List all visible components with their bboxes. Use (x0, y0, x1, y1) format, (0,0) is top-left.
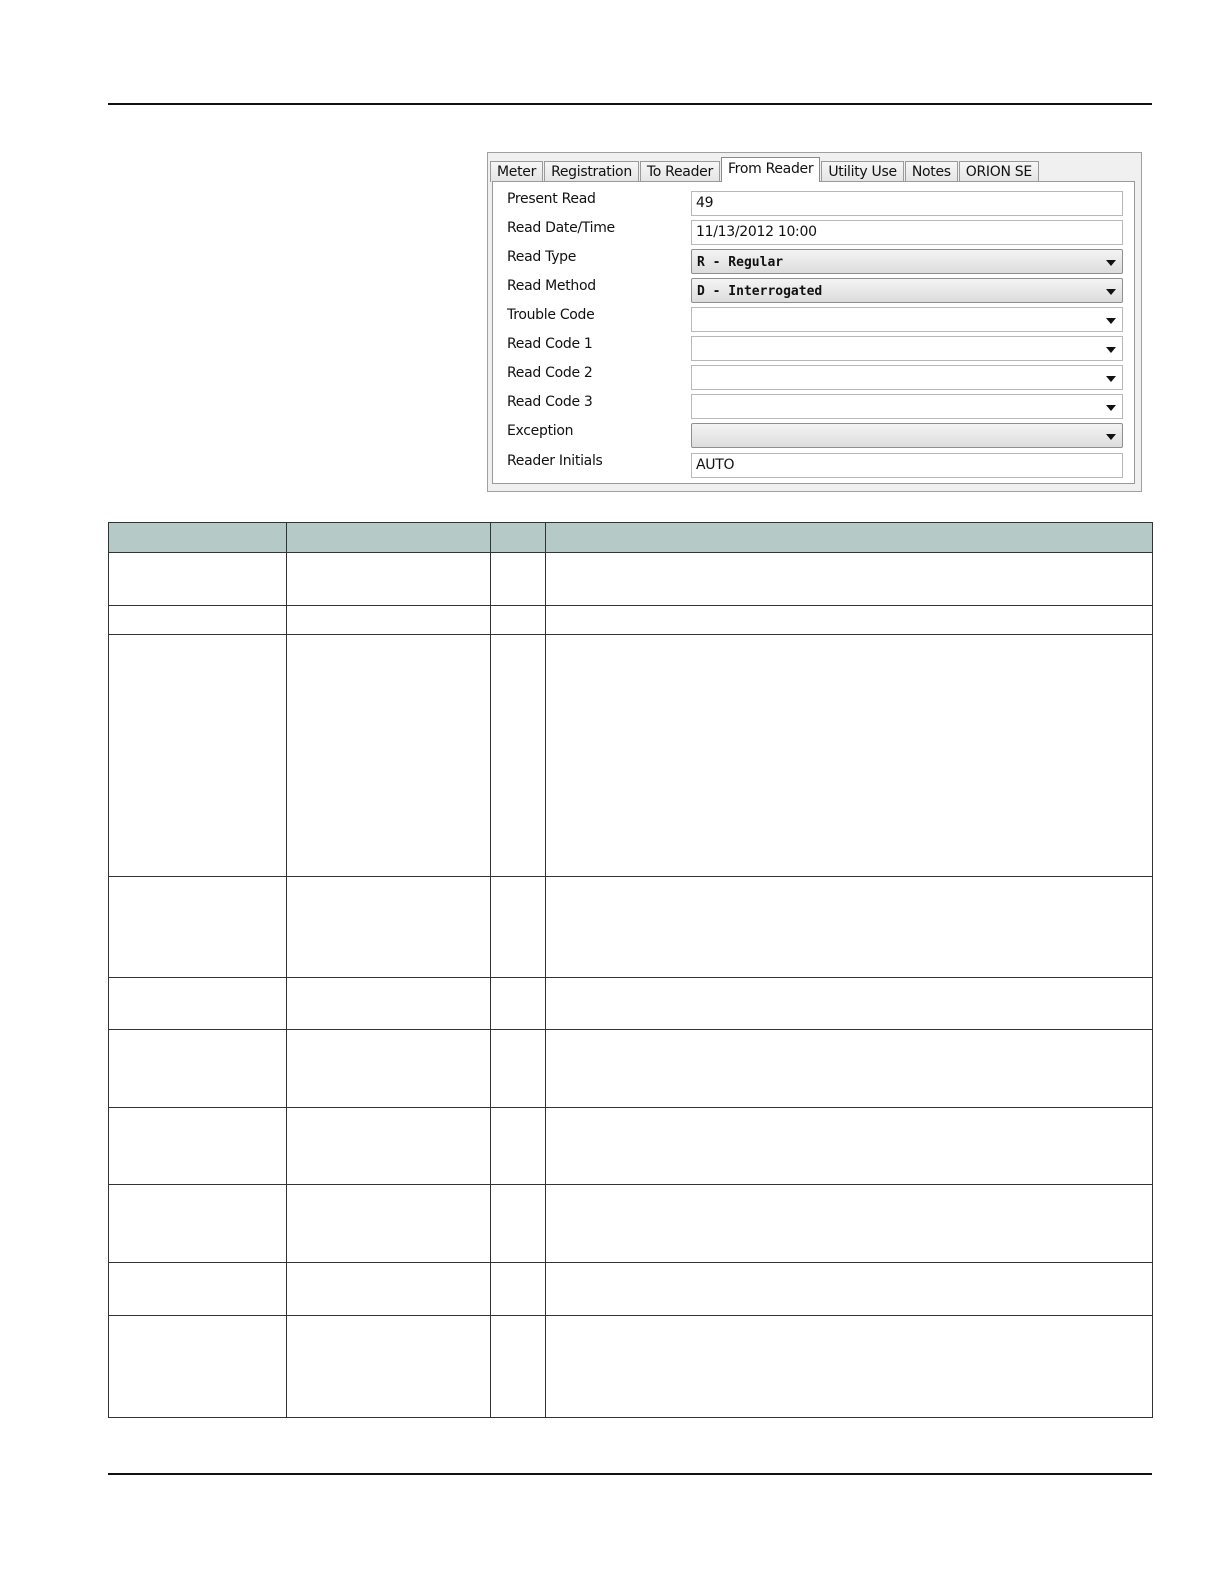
table-cell (109, 606, 287, 635)
tab-meter[interactable]: Meter (490, 161, 543, 182)
read-type-label: Read Type (507, 249, 577, 265)
table-cell (546, 1316, 1153, 1418)
table-cell (546, 606, 1153, 635)
reader-initials-input[interactable]: AUTO (691, 453, 1123, 478)
chevron-down-icon (1106, 260, 1116, 266)
table-cell (491, 1185, 546, 1263)
table-row (109, 1316, 1153, 1418)
tab-content (492, 181, 1135, 484)
chevron-down-icon (1106, 347, 1116, 353)
read-code-1-row (493, 335, 1134, 364)
exception-row (493, 422, 1134, 451)
read-code-2-label: Read Code 2 (507, 365, 593, 381)
read-code-3-label: Read Code 3 (507, 394, 593, 410)
table-cell (491, 1030, 546, 1108)
read-method-label: Read Method (507, 278, 596, 294)
tab-orion-se[interactable]: ORION SE (959, 161, 1039, 182)
read-code-3-select[interactable] (691, 394, 1123, 419)
chevron-down-icon (1106, 434, 1116, 440)
table-cell (546, 1185, 1153, 1263)
table-cell (491, 635, 546, 877)
chevron-down-icon (1106, 376, 1116, 382)
table-row (109, 635, 1153, 877)
table-header-cell (491, 523, 546, 553)
tab-strip (490, 158, 1040, 182)
read-code-2-row (493, 364, 1134, 393)
read-type-value: R - Regular (697, 255, 784, 270)
read-method-row (493, 277, 1134, 306)
field-description-table (108, 522, 1153, 1418)
table-cell (546, 978, 1153, 1030)
table-cell (109, 1316, 287, 1418)
present-read-label: Present Read (507, 191, 596, 207)
read-code-1-label: Read Code 1 (507, 336, 593, 352)
table-row (109, 1030, 1153, 1108)
table-cell (546, 1030, 1153, 1108)
table-cell (287, 635, 491, 877)
read-datetime-input[interactable]: 11/13/2012 10:00 (691, 220, 1123, 245)
tab-registration[interactable]: Registration (544, 161, 639, 182)
table-header-cell (546, 523, 1153, 553)
exception-select[interactable] (691, 423, 1123, 448)
table-cell (287, 1263, 491, 1316)
read-code-1-select[interactable] (691, 336, 1123, 361)
present-read-input[interactable]: 49 (691, 191, 1123, 216)
table-cell (491, 606, 546, 635)
table-cell (109, 635, 287, 877)
table-cell (109, 553, 287, 606)
table-cell (287, 1185, 491, 1263)
table-cell (287, 1030, 491, 1108)
read-method-select[interactable] (691, 278, 1123, 303)
from-reader-panel (487, 152, 1142, 492)
read-code-2-select[interactable] (691, 365, 1123, 390)
read-type-select[interactable] (691, 249, 1123, 274)
table-row (109, 606, 1153, 635)
trouble-code-select[interactable] (691, 307, 1123, 332)
footer-rule (108, 1473, 1152, 1475)
table-cell (491, 1108, 546, 1185)
tab-to-reader[interactable]: To Reader (640, 161, 720, 182)
table-cell (491, 877, 546, 978)
read-datetime-row (493, 219, 1134, 248)
table-cell (546, 877, 1153, 978)
table-cell (491, 1316, 546, 1418)
trouble-code-row (493, 306, 1134, 335)
table-row (109, 1263, 1153, 1316)
read-method-value: D - Interrogated (697, 284, 823, 299)
table-header-row (109, 523, 1153, 553)
chevron-down-icon (1106, 289, 1116, 295)
chevron-down-icon (1106, 318, 1116, 324)
table-row (109, 877, 1153, 978)
reader-initials-row (493, 452, 1134, 481)
table-cell (287, 877, 491, 978)
table-cell (109, 1030, 287, 1108)
table-cell (546, 635, 1153, 877)
trouble-code-label: Trouble Code (507, 307, 595, 323)
table-cell (109, 1108, 287, 1185)
read-code-3-row (493, 393, 1134, 422)
table-cell (491, 553, 546, 606)
table-cell (109, 877, 287, 978)
table-cell (109, 978, 287, 1030)
table-cell (287, 606, 491, 635)
tab-utility-use[interactable]: Utility Use (821, 161, 903, 182)
table-cell (491, 978, 546, 1030)
present-read-row (493, 190, 1134, 219)
read-type-row (493, 248, 1134, 277)
chevron-down-icon (1106, 405, 1116, 411)
tab-notes[interactable]: Notes (905, 161, 958, 182)
table-cell (546, 1263, 1153, 1316)
table-cell (546, 1108, 1153, 1185)
reader-initials-label: Reader Initials (507, 453, 603, 469)
table-cell (287, 1316, 491, 1418)
table-cell (491, 1263, 546, 1316)
table-row (109, 553, 1153, 606)
header-rule (108, 103, 1152, 105)
table-cell (287, 1108, 491, 1185)
table-cell (109, 1185, 287, 1263)
table-cell (287, 978, 491, 1030)
table-cell (546, 553, 1153, 606)
table-cell (287, 553, 491, 606)
table-header-cell (109, 523, 287, 553)
table-cell (109, 1263, 287, 1316)
read-datetime-label: Read Date/Time (507, 220, 615, 236)
table-header-cell (287, 523, 491, 553)
tab-from-reader[interactable]: From Reader (721, 157, 820, 182)
table-row (109, 1185, 1153, 1263)
table-row (109, 1108, 1153, 1185)
table-row (109, 978, 1153, 1030)
exception-label: Exception (507, 423, 574, 439)
